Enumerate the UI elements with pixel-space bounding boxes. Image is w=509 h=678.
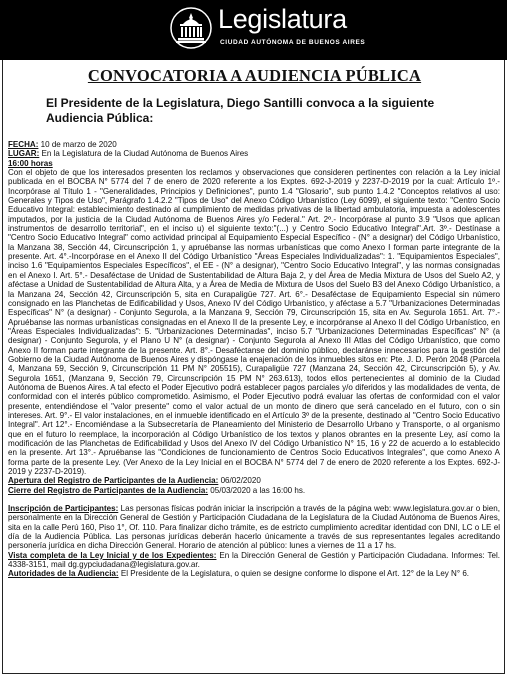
vista-label: Vista completa de la Ley Inicial y de los Expedientes: [8, 550, 217, 560]
lugar-label: LUGAR: [8, 149, 40, 159]
autoridades-value: El Presidente de la Legislatura, o quien se designe conforme lo dispone el Art. 12° de la Ley N° 6. [118, 569, 470, 579]
fecha-value: 10 de marzo de 2020 [38, 140, 117, 149]
brand-title: Legislatura [218, 4, 347, 34]
legislature-building-emblem-icon [169, 6, 213, 50]
inscripcion-label: Inscripción de Participantes: [8, 504, 119, 514]
fecha-label: FECHA: [8, 140, 39, 149]
inscripcion-value: Las personas físicas podrán iniciar la inscripción a través de la página web: www.legislatura.gov.ar o bien, personalmente en la Dirección General de Gestión y Participación Ciudadana de la Legislatura de la Ciudad Autónoma de Buenos Aires, sita en la calle Perú 160, Piso 1°, Of. 110. Para finalizar dicho trámite, es de estricto cumplimiento acreditar identidad con DNI, LC o LE el día de la Audiencia Pública. Las personas jurídicas deberán hacerlo únicamente a través de sus representantes legales acreditando personería jurídica en dicha Dirección General. Horario de atención al público: lunes a viernes de 11 a 17 hs. [8, 504, 500, 551]
header-banner [0, 0, 507, 60]
apertura-label: Apertura del Registro de Participantes de la Audiencia: [8, 476, 219, 486]
hora-label: 16:00 horas [8, 158, 53, 168]
spacer [8, 495, 500, 504]
body-paragraph: Con el objeto de que los interesados presenten los reclamos y observaciones que consideren pertinentes con relación a la Ley inicial publicada en el BOCBA N° 5774 del 7 de enero de 2020 referente a los Exptes. 692-J-2019 y 2237-D-2019 por la cual: Artículo 1º.- Incorpórase al Título 1 - "Generalidades, Principios y Definiciones", punto 1.4 "Glosario", sub punto 1.4.2 "Conceptos relativos al uso: Generales y Tipos de Uso", Parágrafo 1.4.2.2 "Tipos de Uso" del Anexo Código Urbanístico (Ley 6099), el siguiente texto: "Centro Socio Educativo Integral: establecimiento destinado al cumplimiento de medidas privativas de la libertad ambulatoria, impuesta a adolescentes imputados, por la justicia de la Ciudad Autónoma de Buenos Aires y/o Federal." Art. 2º.- Incorpórase al punto 3.9 "Usos que aplican instrumentos de desarrollo territorial", en el inciso u) el siguiente texto:"(...) y Centro Socio Educativo Integral".Art. 3º.- Destínase a "Centro Socio Educativo Integral" como actividad principal al Equipamiento Especial Específico - (N° a designar) del Código Urbanístico, la Manzana 38, Sección 44, Circunscripción 1, y apruébanse las normas urbanísticas que como Anexo I forman parte integrante de la presente. Art. 4°.-Incorpórase en el Anexo II del Código Urbanístico "Áreas Especiales Individualizadas": 1. "Equipamientos Especiales", inciso 1.6 "Equipamientos Especiales Específicos", el EE - (N° a designar), "Centro Socio Educativo Integral", y las normas consignadas en el Anexo I. Art. 5°.- Desaféctase de Unidad de Sustentabilidad de Altura Baja 2, y del Área de Media Mixtura de Usos del Suelo A2, y aféctase a Unidad de Sustentabilidad de Altura Alta, y a Área de Media de Mixtura de Usos del Suelo B3 del Anexo Código Urbanístico, a la Manzana 24, Sección 42, Circunscripción 5, sita en Curapaligüe 727. Art. 6°.- Desaféctase de Equipamiento Especial sin número consignado en las Planchetas de Edificabilidad y Usos, Anexo IV del Código Urbanístico, y aféctase a 5.7 "Urbanizaciones Determinadas Específicas" N° (a designar) - Conjunto Segurola, a la Manzana 9, Sección 79, Circunscripción 15, sita en Av. Segurola 1651. Art. 7°.- Apruébanse las normas urbanísticas consignadas en el Anexo II de la presente Ley, e incorpóranse al Anexo II del Código Urbanístico, en "Áreas Especiales Individualizadas": 5. "Urbanizaciones Determinadas", inciso 5.7 "Urbanizaciones Determinadas Específicas" N° (a designar) - Conjunto Segurola, y el Plano U N° (a designar) - Conjunto Segurola al Anexo III Atlas del Código Urbanístico, que como Anexo II forman parte integrante de la presente. Art. 8°.- Desaféctanse del dominio público, declaránse innecesarios para la gestión del Gobierno de la Ciudad Autónoma de Buenos Aires y dispóngase la enajenación de los inmuebles sitos en: Pte. J. D. Perón 2048 (Parcela 4, Manzana 59, Sección 9, Circunscripción 11 PM N° 205515), Curapaligüe 727 (Manzana 24, Sección 42, Circunscripción 5), y Av. Segurola 1651, (Manzana 9, Sección 79, Circunscripción 15 PM N° 263.613), todos ellos pertenecientes al dominio de la Ciudad Autónoma de Buenos Aires. A tal efecto el Poder Ejecutivo podrá establecer pagos parciales y/o diferidos y las modalidades de venta, de conformidad con el interés público comprometido. Asimismo, el Poder Ejecutivo podrá evaluar las ofertas de conformidad con el valor presente, entendiéndose el "valor presente" como el valor actual de un monto de dinero que será cancelado en el futuro, con o sin intereses. Art. 9°.- El valor instalaciones, en el inmueble identificado en el Artículo 3º de la presente, destinado al "Centro Socio Educativo Integral". Art 12°.- Encomiéndase a la Subsecretaría de Planeamiento del Ministerio de Desarrollo Urbano y Transporte, o al organismo que en el futuro lo reemplace, la incorporación al Código Urbanístico de los textos y planos obrantes en la presente Ley, así como la modificación de las Planchetas de Edificabilidad y Usos del Anexo IV del Código Urbanístico N° 15, 16 y 22 de acuerdo a lo establecido en la presente. Art 13°.- Apruébanse las "Condiciones de funcionamiento de Centros Socio Educativos Integrales", que como Anexo A forma parte de la presente Ley. (Ver Anexo de la Ley Inicial en el BOCBA N° 5774 del 7 de enero de 2020 referente a los Exptes. 692-J-2019 y 2237-D-2019). [8, 168, 500, 477]
vista-paragraph [8, 551, 500, 570]
hora-line [8, 159, 500, 168]
page-title: CONVOCATORIA A AUDIENCIA PÚBLICA [87, 66, 422, 85]
autoridades-label: Autoridades de la Audiencia: [8, 569, 119, 579]
apertura-line [8, 476, 500, 485]
lugar-line [8, 149, 500, 158]
convocation-subtitle: El Presidente de la Legislatura, Diego Santilli convoca a la siguiente Audiencia Pública: [46, 96, 435, 125]
cierre-value: 05/03/2020 a las 16:00 hs. [208, 485, 306, 495]
brand-subtitle: CIUDAD AUTÓNOMA DE BUENOS AIRES [220, 39, 366, 46]
fecha-line [8, 140, 500, 149]
autoridades-paragraph [8, 569, 500, 578]
cierre-label: Cierre del Registro de Participantes de la Audiencia: [8, 485, 209, 495]
inscripcion-paragraph [8, 504, 500, 551]
apertura-value: 06/02/2020 [218, 476, 261, 486]
lugar-value: En la Legislatura de la Ciudad Autónoma de Buenos Aires [39, 149, 249, 159]
notice-content [8, 140, 500, 579]
cierre-line [8, 486, 500, 495]
vista-value: En la Dirección General de Gestión y Participación Ciudadana. Informes: Tel. 4338-3151, mail dg.gypciudadana@legislatura.gov.ar. [8, 550, 501, 570]
